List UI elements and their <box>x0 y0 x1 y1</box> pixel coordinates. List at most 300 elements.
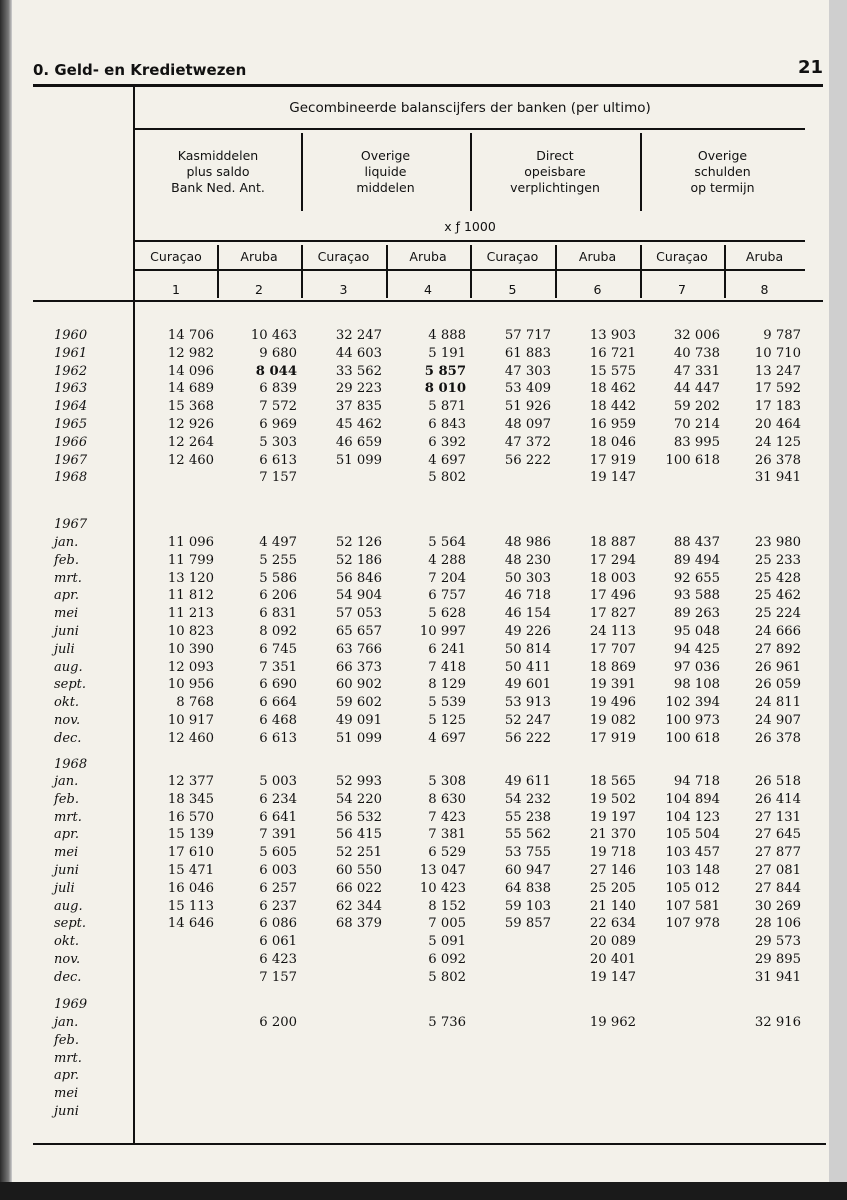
row-label: jan. <box>54 535 79 550</box>
table-cell: 5 308 <box>428 774 466 789</box>
table-cell: 9 787 <box>763 328 801 343</box>
table-cell: 100 973 <box>665 713 720 728</box>
table-cell: 64 838 <box>504 880 551 896</box>
table-cell: 4 497 <box>259 535 297 550</box>
row-label: aug. <box>54 898 83 914</box>
group-heading-other: Overige schulden op termijn <box>690 148 755 195</box>
table-cell: 6 237 <box>259 898 297 914</box>
table-cell: 47 372 <box>504 434 551 450</box>
table-cell: 31 941 <box>754 969 801 985</box>
table-cell: 59 103 <box>504 898 551 914</box>
col-number-5: 5 <box>508 282 517 297</box>
table-cell: 88 437 <box>673 535 720 550</box>
table-cell: 29 573 <box>754 934 801 950</box>
row-label: juli <box>54 641 75 657</box>
table-cell: 105 504 <box>665 827 720 843</box>
table-cell: 19 496 <box>589 695 636 711</box>
table-cell: 17 183 <box>754 399 801 415</box>
table-cell: 10 710 <box>754 345 801 361</box>
title-rule <box>135 128 805 130</box>
col-number-2: 2 <box>255 282 263 297</box>
table-cell: 62 344 <box>335 898 382 914</box>
table-cell: 22 634 <box>589 916 636 932</box>
table-cell: 103 457 <box>665 845 720 861</box>
row-label: 1967 <box>54 452 88 468</box>
table-cell: 14 689 <box>167 381 214 397</box>
table-cell: 5 802 <box>428 470 466 486</box>
table-cell: 25 233 <box>754 552 801 568</box>
row-label: 1963 <box>54 381 88 397</box>
col-label-7: Curaçao <box>656 249 708 264</box>
table-cell: 93 588 <box>673 588 720 604</box>
scan-bottom-edge <box>0 1182 847 1200</box>
table-cell: 17 919 <box>589 452 636 468</box>
row-label: okt. <box>54 695 80 711</box>
table-cell: 5 303 <box>259 434 297 450</box>
col-number-7: 7 <box>678 282 686 297</box>
page-number: 21 <box>797 57 823 78</box>
chapter-title: 0. Geld- en Kredietwezen <box>33 61 247 79</box>
table-cell: 46 718 <box>504 588 551 604</box>
table-cell: 14 096 <box>167 363 214 379</box>
table-cell: 54 904 <box>335 588 382 604</box>
table-cell: 5 091 <box>428 934 466 950</box>
table-cell: 6 234 <box>259 791 297 807</box>
table-cell: 19 391 <box>589 677 636 693</box>
row-label: apr. <box>54 827 79 843</box>
table-cell: 50 411 <box>504 659 551 675</box>
table-cell: 49 601 <box>504 677 551 693</box>
table-cell: 5 586 <box>259 570 297 586</box>
table-cell: 59 202 <box>673 399 720 415</box>
table-cell: 24 113 <box>589 624 636 639</box>
table-cell: 6 690 <box>259 677 297 693</box>
table-cell: 24 907 <box>754 713 801 728</box>
table-cell: 6 969 <box>259 417 297 432</box>
table-cell: 4 697 <box>428 452 466 468</box>
table-cell: 53 755 <box>504 845 551 861</box>
table-cell: 5 191 <box>428 345 466 361</box>
table-cell: 18 462 <box>589 381 636 397</box>
table-cell: 17 592 <box>754 381 801 397</box>
table-cell: 15 139 <box>167 827 214 843</box>
table-cell: 29 223 <box>335 381 382 397</box>
row-label: sept. <box>54 677 87 693</box>
table-cell: 7 157 <box>259 470 297 486</box>
table-cell: 15 575 <box>589 363 636 379</box>
page-binding-edge <box>0 0 12 1200</box>
table-cell: 7 351 <box>259 659 297 675</box>
table-cell: 6 206 <box>259 588 297 604</box>
table-cell: 50 814 <box>504 641 551 657</box>
table-cell: 6 843 <box>428 417 466 432</box>
table-cell: 26 414 <box>754 791 801 807</box>
col-label-8: Aruba <box>745 249 784 264</box>
table-cell: 15 113 <box>167 898 214 914</box>
table-cell: 26 518 <box>754 774 801 789</box>
table-cell: 20 464 <box>754 417 801 432</box>
table-cell: 7 381 <box>428 827 466 843</box>
table-cell: 13 247 <box>754 363 801 379</box>
table-cell: 11 213 <box>167 606 214 622</box>
table-cell: 27 892 <box>754 641 801 657</box>
row-label: feb. <box>54 791 79 807</box>
table-cell: 10 917 <box>167 713 214 728</box>
table-cell: 57 053 <box>335 606 382 622</box>
table-cell: 31 941 <box>754 470 801 486</box>
table-cell: 10 423 <box>419 880 466 896</box>
table-cell: 49 611 <box>504 774 551 789</box>
table-cell: 6 757 <box>428 588 466 604</box>
table-cell: 19 082 <box>589 713 636 728</box>
table-cell: 28 106 <box>754 916 801 932</box>
table-cell: 10 390 <box>167 641 214 657</box>
table-cell: 103 148 <box>665 863 720 878</box>
table-cell: 20 401 <box>589 952 636 967</box>
row-label: 1962 <box>54 363 88 379</box>
table-cell: 49 226 <box>504 624 551 639</box>
table-cell: 98 108 <box>673 677 720 693</box>
table-cell: 66 022 <box>335 880 382 896</box>
header-rule <box>33 84 823 87</box>
table-cell: 18 869 <box>589 659 636 675</box>
table-cell: 27 877 <box>754 845 801 861</box>
table-cell: 97 036 <box>673 659 720 675</box>
table-cell: 7 157 <box>259 969 297 985</box>
table-cell: 94 425 <box>673 641 720 657</box>
table-cell: 6 423 <box>259 952 297 967</box>
table-cell: 17 919 <box>589 730 636 746</box>
table-cell: 12 460 <box>167 730 214 746</box>
table-cell: 7 391 <box>259 827 297 843</box>
table-cell: 10 463 <box>250 328 297 343</box>
table-cell: 37 835 <box>335 399 382 415</box>
col-number-8: 8 <box>760 282 769 297</box>
table-cell: 7 204 <box>428 570 466 586</box>
table-cell: 11 096 <box>167 535 214 550</box>
table-cell: 6 200 <box>259 1015 297 1030</box>
table-cell: 6 257 <box>259 880 297 896</box>
row-label: apr. <box>54 1068 79 1084</box>
row-label: 1964 <box>54 399 88 415</box>
table-cell: 89 494 <box>673 552 720 568</box>
table-cell: 18 345 <box>167 791 214 807</box>
table-cell: 13 903 <box>589 328 636 343</box>
table-cell: 26 961 <box>754 659 801 675</box>
table-cell: 61 883 <box>504 345 551 361</box>
table-cell: 6 003 <box>259 863 297 878</box>
table-cell: 104 894 <box>665 791 720 807</box>
table-cell: 19 502 <box>589 791 636 807</box>
table-cell: 12 264 <box>167 434 214 450</box>
table-cell: 25 462 <box>754 588 801 604</box>
table-cell: 51 099 <box>335 730 382 746</box>
table-cell: 60 902 <box>335 677 382 693</box>
table-cell: 6 529 <box>428 845 466 861</box>
row-label: aug. <box>54 659 83 675</box>
table-cell: 27 146 <box>589 863 636 878</box>
table-cell: 19 718 <box>589 845 636 861</box>
table-cell: 8 044 <box>255 363 297 379</box>
row-label: dec. <box>54 969 82 985</box>
table-cell: 55 562 <box>504 827 551 843</box>
row-label: juli <box>54 880 75 896</box>
row-label: 1961 <box>54 345 88 361</box>
table-cell: 48 230 <box>504 552 551 568</box>
table-cell: 51 926 <box>504 399 551 415</box>
row-label: sept. <box>54 916 87 932</box>
table-cell: 8 152 <box>428 898 466 914</box>
row-label: 1968 <box>54 470 88 486</box>
table-cell: 59 602 <box>335 695 382 711</box>
col-label-4: Aruba <box>409 249 447 264</box>
row-label: 1960 <box>54 328 88 343</box>
table-cell: 52 126 <box>335 535 382 550</box>
col-label-6: Aruba <box>578 249 617 264</box>
table-cell: 17 610 <box>167 845 214 861</box>
table-cell: 26 378 <box>754 452 801 468</box>
table-cell: 18 046 <box>589 434 636 450</box>
row-label: juni <box>54 863 79 878</box>
table-cell: 94 718 <box>673 774 720 789</box>
group-heading-cash: Kasmiddelen plus saldo Bank Ned. Ant. <box>171 148 265 195</box>
table-cell: 52 247 <box>504 713 551 728</box>
row-label: mrt. <box>54 809 82 825</box>
table-cell: 56 222 <box>504 730 551 746</box>
table-cell: 4 697 <box>428 730 466 746</box>
table-cell: 12 377 <box>167 774 214 789</box>
table-cell: 10 997 <box>419 624 466 639</box>
table-cell: 19 962 <box>589 1015 636 1030</box>
table-cell: 54 232 <box>504 791 551 807</box>
table-cell: 26 378 <box>754 730 801 746</box>
table-cell: 19 147 <box>589 470 636 486</box>
table-cell: 6 086 <box>259 916 297 932</box>
table-cell: 47 303 <box>504 363 551 379</box>
table-cell: 21 370 <box>589 827 636 843</box>
row-label: mei <box>54 606 79 622</box>
table-cell: 52 993 <box>335 774 382 789</box>
row-label: nov. <box>54 952 81 967</box>
row-label: mei <box>54 1086 79 1102</box>
period-year-heading: 1969 <box>54 997 88 1012</box>
table-cell: 54 220 <box>335 791 382 807</box>
col-label-1: Curaçao <box>150 249 202 264</box>
table-cell: 6 745 <box>259 641 297 657</box>
table-cell: 20 089 <box>589 934 636 950</box>
table-cell: 57 717 <box>504 328 551 343</box>
table-cell: 66 373 <box>335 659 382 675</box>
table-cell: 4 288 <box>428 552 466 568</box>
table-cell: 19 197 <box>589 809 636 825</box>
table-cell: 83 995 <box>673 434 720 450</box>
table-cell: 107 978 <box>665 916 720 932</box>
table-cell: 6 641 <box>259 809 297 825</box>
table-cell: 48 986 <box>504 535 551 550</box>
table-cell: 95 048 <box>673 624 720 639</box>
row-label: jan. <box>54 774 79 789</box>
table-cell: 27 081 <box>754 863 801 878</box>
table-cell: 17 707 <box>589 641 636 657</box>
table-cell: 52 186 <box>335 552 382 568</box>
table-cell: 7 418 <box>428 659 466 675</box>
table-cell: 17 496 <box>589 588 636 604</box>
page-header <box>33 57 823 81</box>
table-cell: 104 123 <box>665 809 720 825</box>
table-cell: 24 811 <box>754 695 801 711</box>
table-cell: 65 657 <box>335 624 382 639</box>
table-cell: 8 010 <box>424 381 466 397</box>
col-number-1: 1 <box>172 282 180 297</box>
table-cell: 5 736 <box>428 1015 466 1030</box>
table-cell: 33 562 <box>335 363 382 379</box>
row-label: 1965 <box>54 417 88 432</box>
table-cell: 23 980 <box>754 535 801 550</box>
table-cell: 105 012 <box>665 880 720 896</box>
table-cell: 17 827 <box>589 606 636 622</box>
table-cell: 14 706 <box>167 328 214 343</box>
table-cell: 56 532 <box>335 809 382 825</box>
table-cell: 6 241 <box>428 641 466 657</box>
table-cell: 12 926 <box>167 417 214 432</box>
table-cell: 7 572 <box>259 399 297 415</box>
table-cell: 55 238 <box>504 809 551 825</box>
table-cell: 92 655 <box>673 570 720 586</box>
row-label: jan. <box>54 1015 79 1030</box>
table-cell: 10 823 <box>167 624 214 639</box>
table-cell: 30 269 <box>754 898 801 914</box>
table-cell: 27 844 <box>754 880 801 896</box>
table-cell: 5 539 <box>428 695 466 711</box>
row-label: dec. <box>54 730 82 746</box>
table-cell: 6 392 <box>428 434 466 450</box>
table-title: Gecombineerde balanscijfers der banken (per ultimo) <box>289 100 651 116</box>
unit-rule <box>135 240 805 242</box>
table-cell: 8 092 <box>259 624 297 639</box>
table-cell: 12 460 <box>167 452 214 468</box>
label-column-divider <box>133 87 135 1143</box>
table-cell: 46 154 <box>504 606 551 622</box>
table-cell: 17 294 <box>589 552 636 568</box>
table-cell: 8 630 <box>428 791 466 807</box>
col-label-3: Curaçao <box>317 249 370 264</box>
row-label: feb. <box>54 1032 79 1048</box>
table-cell: 5 605 <box>259 845 297 861</box>
table-cell: 56 415 <box>335 827 382 843</box>
table-cell: 7 005 <box>428 916 466 932</box>
table-cell: 6 092 <box>428 952 466 967</box>
period-year-heading: 1968 <box>54 757 88 772</box>
table-cell: 70 214 <box>673 417 720 432</box>
row-label: apr. <box>54 588 79 604</box>
table-cell: 59 857 <box>504 916 551 932</box>
row-label: nov. <box>54 713 81 728</box>
table-cell: 44 603 <box>335 345 382 361</box>
table-cell: 9 680 <box>259 345 297 361</box>
row-label: juni <box>54 1104 79 1119</box>
table-cell: 8 129 <box>428 677 466 693</box>
table-cell: 24 125 <box>754 434 801 450</box>
table-cell: 49 091 <box>335 713 382 728</box>
table-cell: 13 120 <box>167 570 214 586</box>
table-cell: 25 224 <box>754 606 801 622</box>
table-cell: 100 618 <box>665 452 720 468</box>
table-cell: 5 871 <box>428 399 466 415</box>
table-cell: 63 766 <box>335 641 382 657</box>
table-cell: 5 003 <box>259 774 297 789</box>
table-cell: 50 303 <box>504 570 551 586</box>
table-cell: 107 581 <box>665 898 720 914</box>
table-cell: 18 003 <box>589 570 636 586</box>
table-cell: 5 255 <box>259 552 297 568</box>
table-cell: 32 247 <box>335 328 382 343</box>
table-cell: 18 887 <box>589 535 636 550</box>
table-cell: 11 812 <box>167 588 214 604</box>
table-cell: 47 331 <box>673 363 720 379</box>
row-label: 1966 <box>54 434 88 450</box>
col-label-2: Aruba <box>240 249 278 264</box>
table-cell: 8 768 <box>176 695 214 711</box>
table-cell: 19 147 <box>589 969 636 985</box>
table-cell: 18 442 <box>589 399 636 415</box>
table-cell: 51 099 <box>335 452 382 468</box>
table-cell: 5 802 <box>428 969 466 985</box>
table-cell: 6 613 <box>259 452 297 468</box>
col-label-5: Curaçao <box>486 249 539 264</box>
table-cell: 16 721 <box>589 345 636 361</box>
table-cell: 27 131 <box>754 809 801 825</box>
row-label: mei <box>54 845 79 861</box>
table-cell: 40 738 <box>673 345 720 361</box>
table-cell: 53 409 <box>504 381 551 397</box>
table-cell: 6 831 <box>259 606 297 622</box>
table-cell: 10 956 <box>167 677 214 693</box>
table-cell: 4 888 <box>428 328 466 343</box>
row-label: mrt. <box>54 1050 82 1066</box>
table-cell: 48 097 <box>504 417 551 432</box>
group-heading-liquid: Overige liquide middelen <box>356 148 415 195</box>
col-number-6: 6 <box>593 282 602 297</box>
table-cell: 53 913 <box>504 695 551 711</box>
table-cell: 32 006 <box>673 328 720 343</box>
table-cell: 14 646 <box>167 916 214 932</box>
table-cell: 18 565 <box>589 774 636 789</box>
table-cell: 25 428 <box>754 570 801 586</box>
table-cell: 60 550 <box>335 863 382 878</box>
table-cell: 16 046 <box>167 880 214 896</box>
table-cell: 102 394 <box>665 695 720 711</box>
table-cell: 6 061 <box>259 934 297 950</box>
table-cell: 56 846 <box>335 570 382 586</box>
table-cell: 26 059 <box>754 677 801 693</box>
table-cell: 21 140 <box>589 898 636 914</box>
table-cell: 6 664 <box>259 695 297 711</box>
col-number-4: 4 <box>424 282 432 297</box>
table-cell: 56 222 <box>504 452 551 468</box>
table-cell: 6 613 <box>259 730 297 746</box>
table-cell: 12 982 <box>167 345 214 361</box>
table-cell: 32 916 <box>754 1015 801 1030</box>
table-cell: 13 047 <box>419 863 466 878</box>
table-cell: 5 857 <box>424 363 466 379</box>
table-cell: 24 666 <box>754 624 801 639</box>
table-cell: 6 839 <box>259 381 297 397</box>
table-cell: 16 570 <box>167 809 214 825</box>
table-cell: 27 645 <box>754 827 801 843</box>
table-cell: 16 959 <box>589 417 636 432</box>
table-cell: 7 423 <box>428 809 466 825</box>
table-cell: 15 368 <box>167 399 214 415</box>
